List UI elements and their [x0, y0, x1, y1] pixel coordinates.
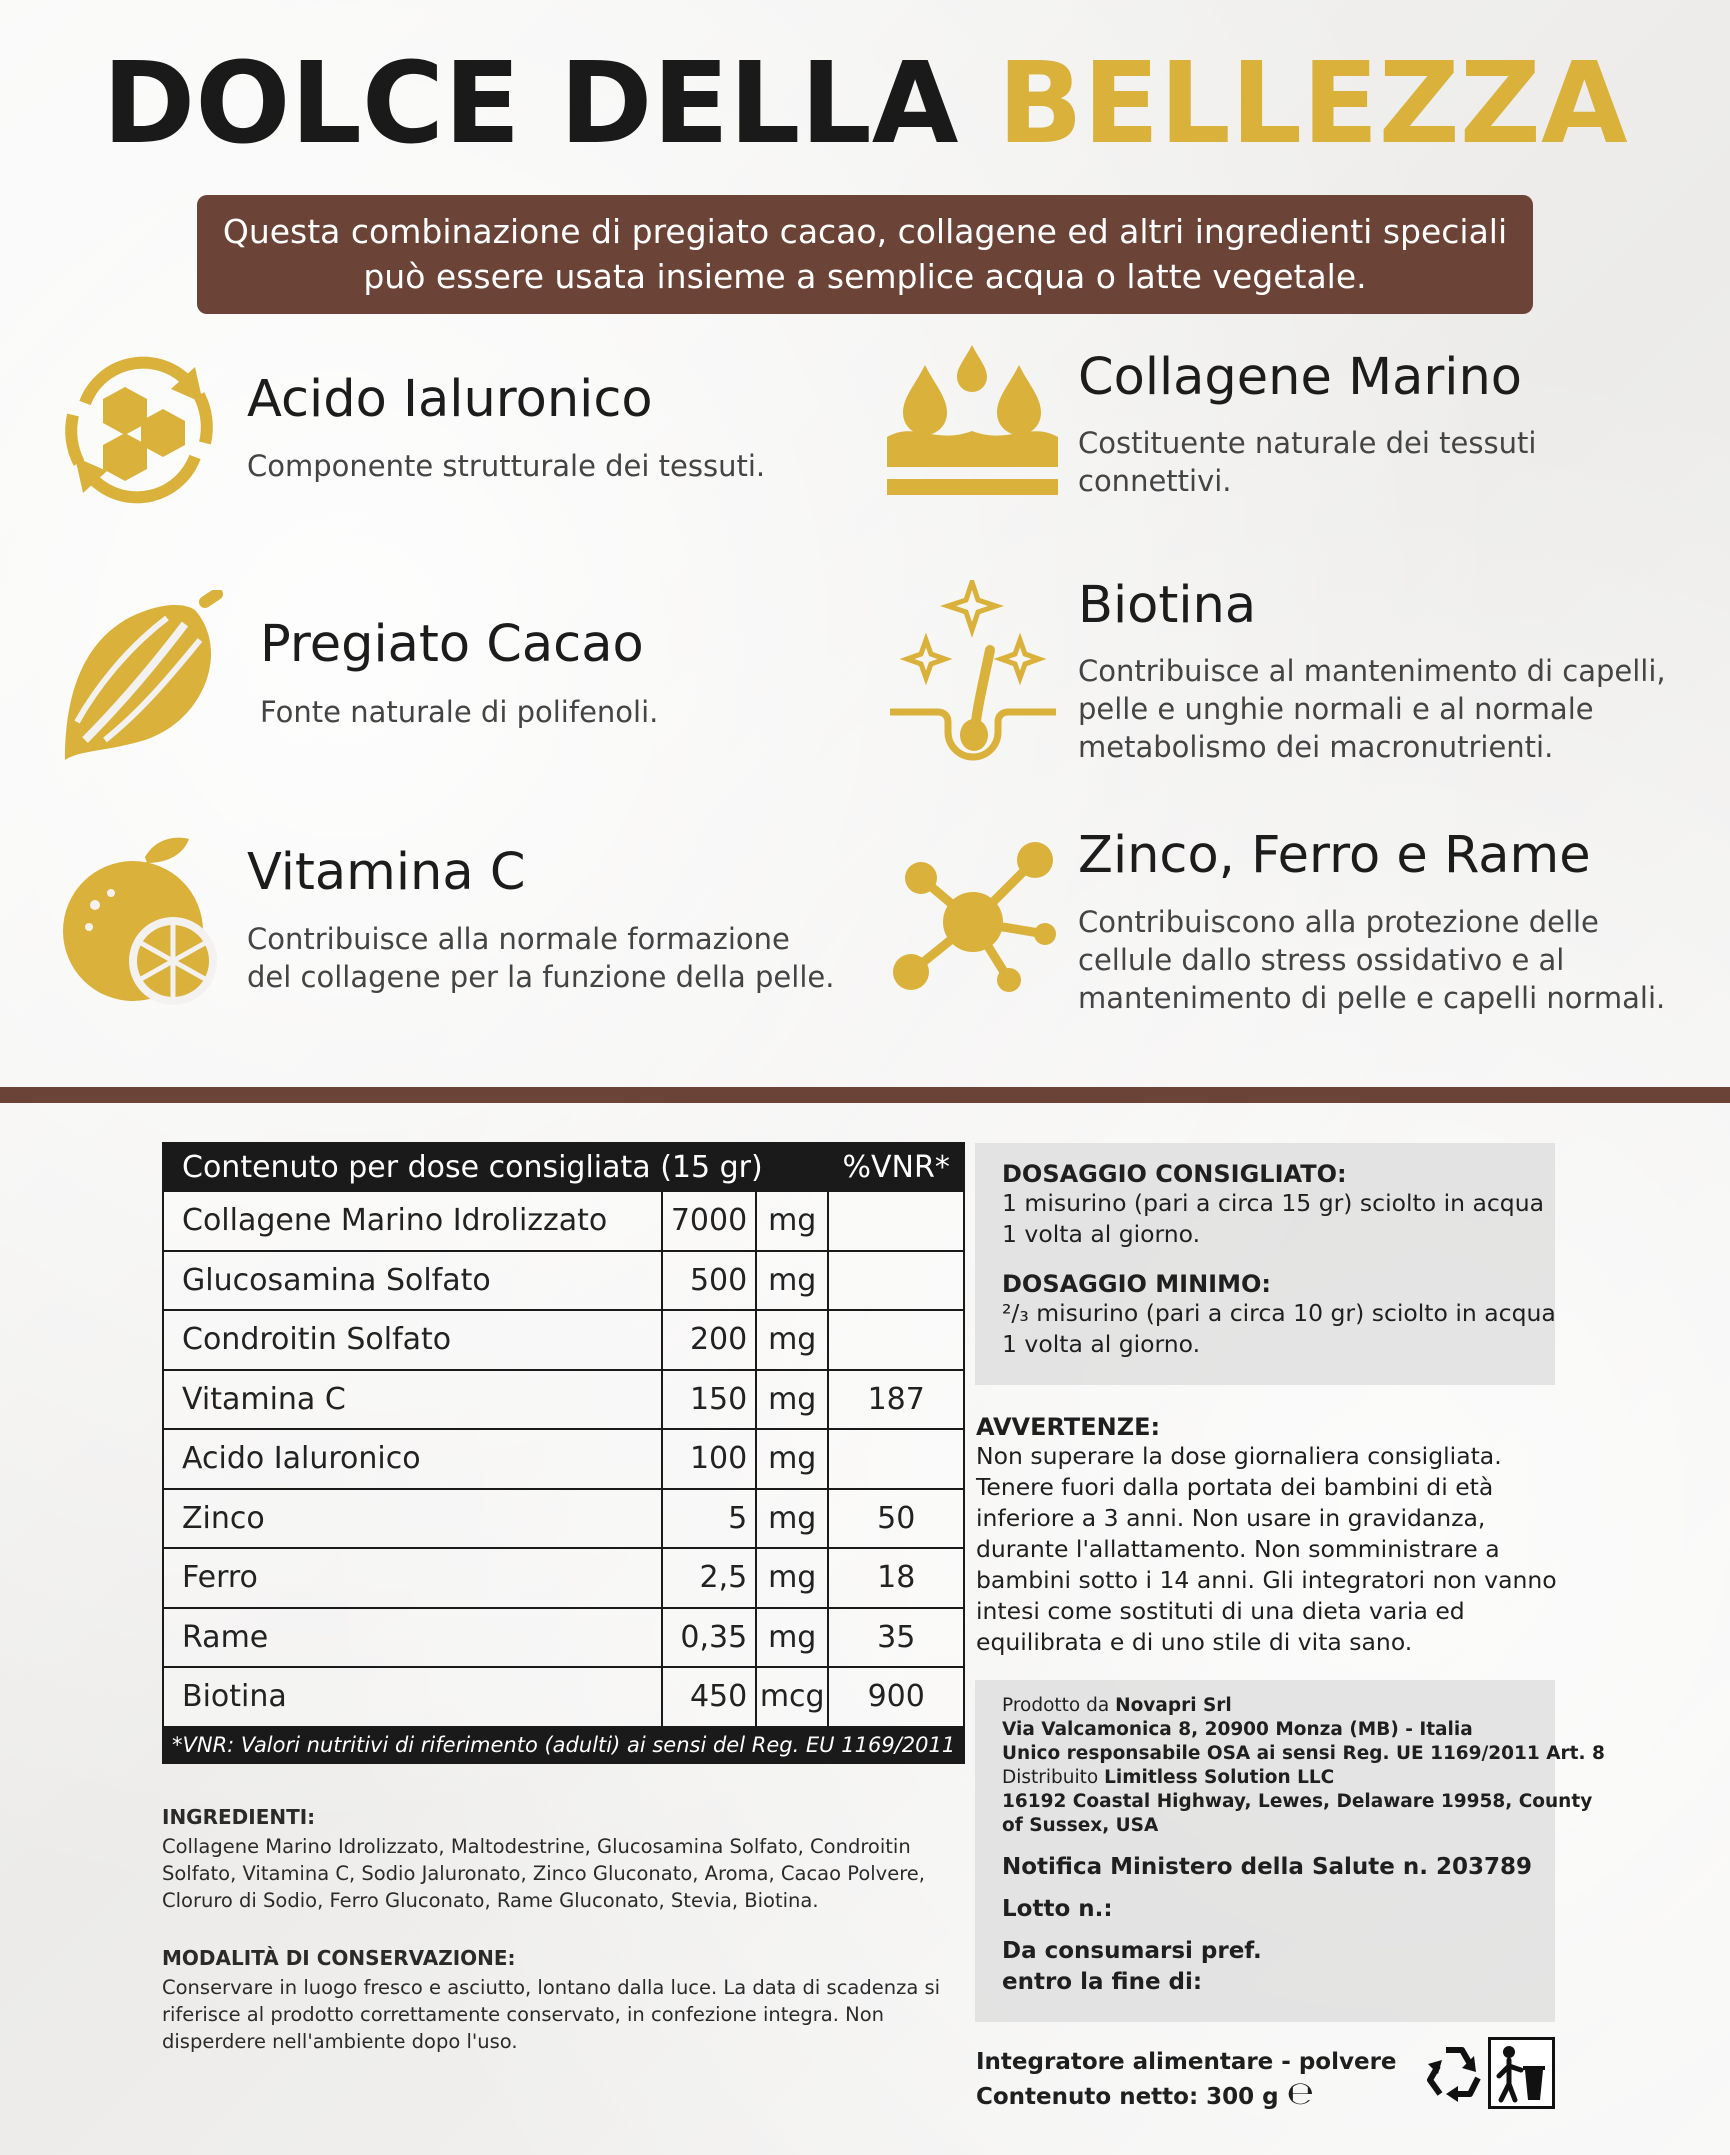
table-cell-vnr	[828, 1429, 964, 1489]
table-header-row	[163, 1143, 964, 1191]
feature-desc-line: Contribuisce alla normale formazione	[247, 922, 790, 956]
table-row	[163, 1667, 964, 1727]
title-gold-part: BELLEZZA	[997, 39, 1628, 169]
table-cell-unit: mg	[756, 1310, 828, 1370]
feature-title-biotina: Biotina	[1078, 576, 1257, 635]
intro-banner	[197, 195, 1533, 314]
section-divider	[0, 1087, 1730, 1103]
table-cell-value: 450	[662, 1667, 756, 1727]
table-cell-value: 100	[662, 1429, 756, 1489]
feature-desc-line: del collagene per la funzione della pelle.	[247, 960, 835, 994]
producer-osa-text: Unico responsabile OSA ai sensi Reg. UE 1169/2011 Art. 8	[1002, 1743, 1605, 1764]
producer-address	[1002, 1718, 1605, 1742]
warnings-line: Tenere fuori dalla portata dei bambini di età	[976, 1473, 1494, 1501]
table-cell-name: Condroitin Solfato	[163, 1310, 662, 1370]
orange-fruit-icon	[55, 835, 225, 1005]
feature-title-vitamina-c: Vitamina C	[247, 843, 526, 902]
feature-desc-vitamina-c	[247, 920, 834, 996]
ingredients-text	[162, 1833, 925, 1914]
storage-line: Conservare in luogo fresco e asciutto, lontano dalla luce. La data di scadenza si	[162, 1976, 941, 1999]
table-cell-vnr: 18	[828, 1548, 964, 1608]
feature-desc-line: Costituente naturale dei tessuti	[1078, 426, 1537, 460]
table-cell-value: 5	[662, 1489, 756, 1549]
table-cell-value: 200	[662, 1310, 756, 1370]
feature-desc-line: cellule dallo stress ossidativo e al	[1078, 943, 1565, 977]
table-header-label: Contenuto per dose consigliata (15 gr)	[163, 1143, 828, 1191]
feature-title-pregiato-cacao: Pregiato Cacao	[260, 615, 644, 674]
table-row	[163, 1310, 964, 1370]
feature-desc-line: Componente strutturale dei tessuti.	[247, 449, 766, 483]
table-cell-unit: mg	[756, 1251, 828, 1311]
dosage-line: 1 misurino (pari a circa 15 gr) sciolto in acqua	[1002, 1189, 1544, 1217]
table-cell-unit: mg	[756, 1489, 828, 1549]
table-cell-name: Vitamina C	[163, 1370, 662, 1430]
expiry-label-2: entro la fine di:	[1002, 1969, 1203, 1995]
feature-desc-line: connettivi.	[1078, 464, 1232, 498]
cocoa-bean-icon	[55, 590, 225, 765]
table-cell-unit: mg	[756, 1429, 828, 1489]
table-cell-vnr: 187	[828, 1370, 964, 1430]
feature-desc-acido-ialuronico	[247, 447, 765, 485]
warnings-line: inferiore a 3 anni. Non usare in gravidanza,	[976, 1504, 1486, 1532]
nutrition-table	[162, 1142, 965, 1764]
table-cell-unit: mg	[756, 1608, 828, 1668]
table-row	[163, 1191, 964, 1251]
title-dark-part: DOLCE DELLA	[102, 39, 959, 169]
expiry-label: Da consumarsi pref.	[1002, 1938, 1262, 1964]
distributor-address-line: of Sussex, USA	[1002, 1815, 1159, 1836]
ingredients-line: Collagene Marino Idrolizzato, Maltodestrine, Glucosamina Solfato, Condroitin	[162, 1835, 911, 1858]
table-cell-name: Collagene Marino Idrolizzato	[163, 1191, 662, 1251]
ingredients-line: Solfato, Vitamina C, Sodio Jaluronato, Zinco Gluconato, Aroma, Cacao Polvere,	[162, 1862, 925, 1885]
storage-heading: MODALITÀ DI CONSERVAZIONE:	[162, 1946, 516, 1970]
hyaluronic-molecule-icon	[55, 345, 223, 513]
feature-desc-line: Contribuiscono alla protezione delle	[1078, 905, 1599, 939]
distributor-address-line: 16192 Coastal Highway, Lewes, Delaware 19958, County	[1002, 1791, 1593, 1812]
table-cell-unit: mg	[756, 1191, 828, 1251]
table-cell-value: 150	[662, 1370, 756, 1430]
dosage-recommended-text	[1002, 1188, 1556, 1250]
table-header-vnr: %VNR*	[828, 1143, 964, 1191]
producer-address-text: Via Valcamonica 8, 20900 Monza (MB) - Italia	[1002, 1719, 1473, 1740]
table-cell-value: 0,35	[662, 1608, 756, 1668]
dosage-minimum-text	[1002, 1298, 1556, 1360]
feature-title-acido-ialuronico: Acido Ialuronico	[247, 370, 653, 429]
recycle-icon	[1418, 2040, 1490, 2112]
producer-osa	[1002, 1742, 1605, 1766]
page-title	[0, 39, 1730, 169]
warnings-heading: AVVERTENZE:	[976, 1413, 1161, 1441]
dosage-recommended-heading: DOSAGGIO CONSIGLIATO:	[1002, 1160, 1347, 1188]
table-cell-vnr: 900	[828, 1667, 964, 1727]
table-cell-unit: mg	[756, 1370, 828, 1430]
feature-desc-zinco-ferro-rame	[1078, 903, 1665, 1017]
table-cell-name: Biotina	[163, 1667, 662, 1727]
feature-desc-line: mantenimento di pelle e capelli normali.	[1078, 981, 1666, 1015]
storage-section	[162, 1946, 940, 2055]
table-row	[163, 1370, 964, 1430]
feature-desc-line: metabolismo dei macronutrienti.	[1078, 730, 1554, 764]
feature-title-collagene-marino: Collagene Marino	[1078, 348, 1522, 407]
table-row	[163, 1608, 964, 1668]
table-row	[163, 1489, 964, 1549]
distributor-address	[1002, 1814, 1605, 1838]
dosage-line: ²/₃ misurino (pari a circa 10 gr) sciolto in acqua	[1002, 1299, 1556, 1327]
banner-line: può essere usata insieme a semplice acqua o latte vegetale.	[363, 257, 1367, 296]
table-cell-name: Ferro	[163, 1548, 662, 1608]
feature-desc-collagene-marino	[1078, 424, 1536, 500]
product-type: Integratore alimentare - polvere	[976, 2049, 1397, 2075]
distributor-name: Limitless Solution LLC	[1104, 1767, 1335, 1788]
dosage-line: 1 volta al giorno.	[1002, 1220, 1201, 1248]
dosage-section	[1002, 1160, 1556, 1360]
feature-desc-biotina	[1078, 652, 1666, 766]
feature-desc-line: Fonte naturale di polifenoli.	[260, 695, 659, 729]
table-cell-vnr: 50	[828, 1489, 964, 1549]
feature-desc-pregiato-cacao	[260, 693, 658, 731]
product-info	[976, 2047, 1397, 2113]
table-row	[163, 1548, 964, 1608]
storage-line: riferisce al prodotto correttamente conservato, in confezione integra. Non	[162, 2003, 885, 2026]
banner-line: Questa combinazione di pregiato cacao, collagene ed altri ingredienti speciali	[222, 212, 1508, 251]
producer-section	[1002, 1694, 1605, 1998]
warnings-line: intesi come sostituti di una dieta varia ed	[976, 1597, 1465, 1625]
table-cell-unit: mcg	[756, 1667, 828, 1727]
producer-line	[1002, 1694, 1605, 1718]
table-cell-vnr	[828, 1310, 964, 1370]
table-cell-name: Acido Ialuronico	[163, 1429, 662, 1489]
net-content	[976, 2074, 1397, 2113]
dosage-minimum-heading: DOSAGGIO MINIMO:	[1002, 1270, 1271, 1298]
molecule-network-icon	[885, 830, 1060, 1010]
table-cell-value: 2,5	[662, 1548, 756, 1608]
storage-line: disperdere nell'ambiente dopo l'uso.	[162, 2030, 518, 2053]
tidy-man-bin-icon	[1488, 2037, 1555, 2109]
hair-follicle-icon	[888, 580, 1058, 765]
ministry-notification: Notifica Ministero della Salute n. 203789	[1002, 1854, 1533, 1880]
warnings-line: Non superare la dose giornaliera consigliata.	[976, 1442, 1502, 1470]
estimated-sign-icon: ℮	[1286, 2074, 1315, 2112]
warnings-section	[976, 1413, 1557, 1658]
table-cell-value: 7000	[662, 1191, 756, 1251]
ingredients-section	[162, 1805, 925, 1914]
storage-text	[162, 1974, 940, 2055]
warnings-line: equilibrata e di uno stile di vita sano.	[976, 1628, 1413, 1656]
table-cell-name: Rame	[163, 1608, 662, 1668]
table-row	[163, 1251, 964, 1311]
table-cell-name: Glucosamina Solfato	[163, 1251, 662, 1311]
ingredients-line: Cloruro di Sodio, Ferro Gluconato, Rame Gluconato, Stevia, Biotina.	[162, 1889, 819, 1912]
table-cell-vnr	[828, 1191, 964, 1251]
table-row	[163, 1429, 964, 1489]
table-footnote: *VNR: Valori nutritivi di riferimento (adulti) ai sensi del Reg. EU 1169/2011	[163, 1727, 964, 1763]
table-cell-unit: mg	[756, 1548, 828, 1608]
table-cell-value: 500	[662, 1251, 756, 1311]
distributor-line	[1002, 1766, 1605, 1790]
warnings-text	[976, 1441, 1557, 1658]
feature-desc-line: pelle e unghie normali e al normale	[1078, 692, 1594, 726]
ingredients-heading: INGREDIENTI:	[162, 1805, 316, 1829]
water-drops-icon	[885, 345, 1060, 505]
table-cell-vnr	[828, 1251, 964, 1311]
warnings-line: bambini sotto i 14 anni. Gli integratori non vanno	[976, 1566, 1557, 1594]
distributor-address	[1002, 1790, 1605, 1814]
feature-desc-line: Contribuisce al mantenimento di capelli,	[1078, 654, 1666, 688]
producer-name: Novapri Srl	[1115, 1695, 1232, 1716]
lot-number-label: Lotto n.:	[1002, 1896, 1113, 1922]
distributed-label: Distribuito	[1002, 1767, 1099, 1788]
net-content-value: Contenuto netto: 300 g	[976, 2084, 1279, 2110]
table-cell-vnr: 35	[828, 1608, 964, 1668]
feature-title-zinco-ferro-rame: Zinco, Ferro e Rame	[1078, 826, 1591, 885]
warnings-line: durante l'allattamento. Non somministrare a	[976, 1535, 1500, 1563]
produced-by-label: Prodotto da	[1002, 1695, 1110, 1716]
table-cell-name: Zinco	[163, 1489, 662, 1549]
dosage-line: 1 volta al giorno.	[1002, 1330, 1201, 1358]
